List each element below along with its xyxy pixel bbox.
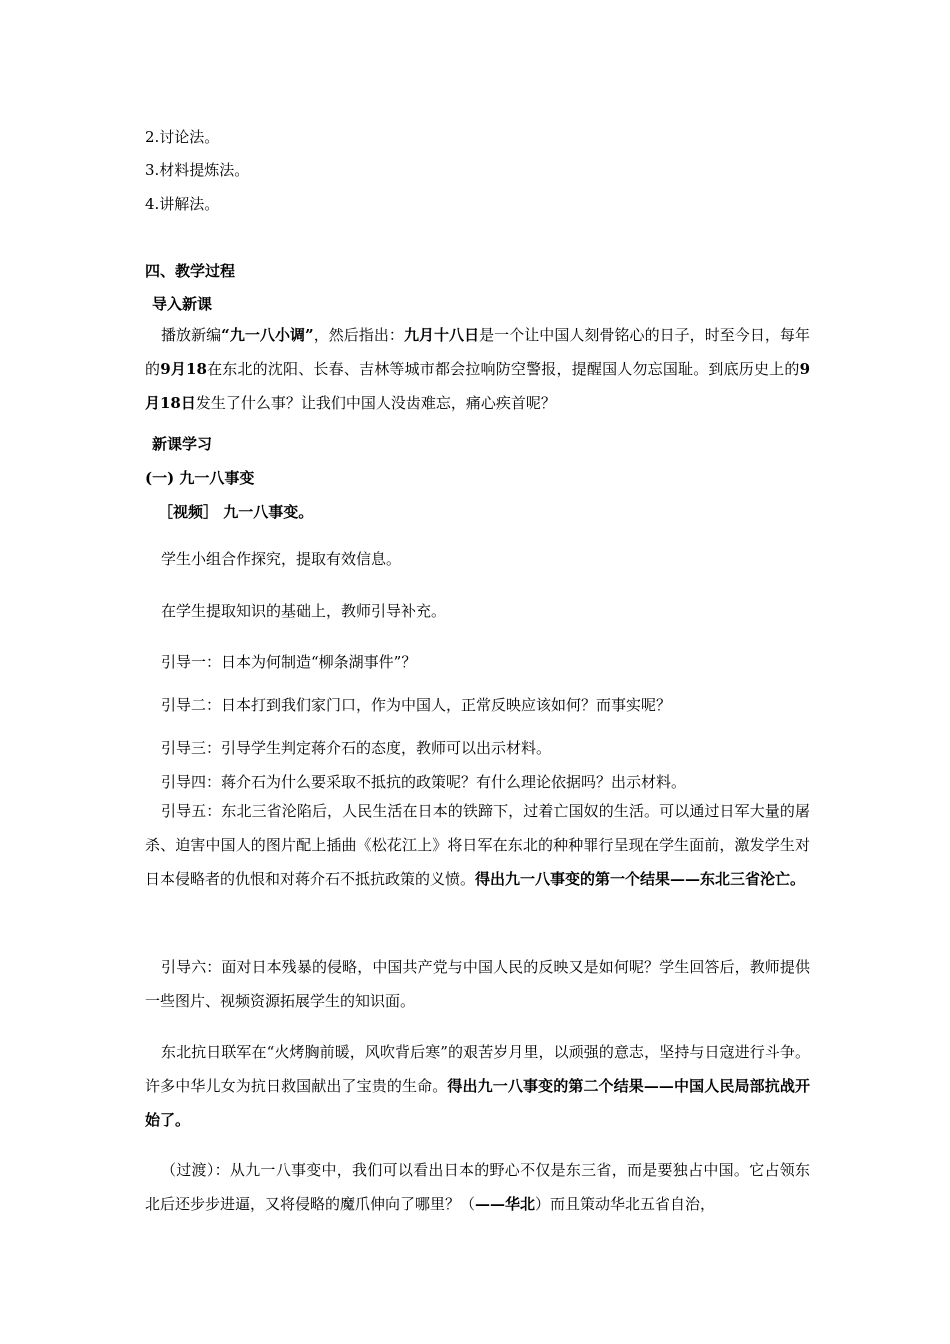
transition-paragraph: （过渡）：从九一八事变中，我们可以看出日本的野心不仅是东三省，而是要独占中国。它占领东北后还步步进逼，又将侵略的魔爪伸向了哪里？（——华北）而且策动华北五省自治，	[145, 1161, 810, 1213]
guide-5: 引导五：东北三省沦陷后，人民生活在日本的铁蹄下，过着亡国奴的生活。可以通过日军大量的屠杀、迫害中国人的图片配上插曲《松花江上》将日军在东北的种种罪行呈现在学生面前，激发学生对日本侵略者的仇恨和对蒋介石不抵抗政策的义愤。得出九一八事变的第一个结果——东北三省沦亡。	[145, 802, 810, 888]
method-2: 2.讨论法。	[145, 128, 220, 146]
guide-6: 引导六：面对日本残暴的侵略，中国共产党与中国人民的反映又是如何呢？学生回答后，教师提供一些图片、视频资源拓展学生的知识面。	[145, 958, 810, 1010]
guide-1: 引导一：日本为何制造“柳条湖事件”？	[161, 653, 417, 671]
guide-4: 引导四：蒋介石为什么要采取不抵抗的政策呢？有什么理论依据吗？出示材料。	[161, 773, 687, 791]
intro-paragraph: 播放新编“九一八小调”，然后指出：九月十八日是一个让中国人刻骨铭心的日子，时至今日，每年的9月18在东北的沈阳、长春、吉林等城市都会拉响防空警报，提醒国人勿忘国耻。到底历史上的9月18日发生了什么事？让我们中国人没齿难忘，痛心疾首呢？	[145, 326, 810, 412]
section-title: 四、教学过程	[145, 262, 236, 280]
guide-3: 引导三：引导学生判定蒋介石的态度，教师可以出示材料。	[161, 739, 552, 757]
guide-2: 引导二：日本打到我们家门口，作为中国人，正常反映应该如何？而事实呢？	[161, 696, 672, 714]
method-3: 3.材料提炼法。	[145, 161, 250, 179]
subsection-1: (一) 九一八事变	[145, 469, 255, 487]
method-4: 4.讲解法。	[145, 195, 220, 213]
video-line: ［视频］ 九一八事变。	[158, 503, 314, 521]
student-activity: 学生小组合作探究，提取有效信息。	[161, 550, 402, 568]
teacher-supplement: 在学生提取知识的基础上，教师引导补充。	[161, 602, 447, 620]
new-lesson-heading: 新课学习	[152, 435, 213, 453]
intro-heading: 导入新课	[152, 295, 213, 313]
resistance-paragraph: 东北抗日联军在“火烤胸前暖，风吹背后寒”的艰苦岁月里，以顽强的意志，坚持与日寇进行斗争。许多中华儿女为抗日救国献出了宝贵的生命。得出九一八事变的第二个结果——中国人民局部抗战开始了。	[145, 1043, 810, 1129]
